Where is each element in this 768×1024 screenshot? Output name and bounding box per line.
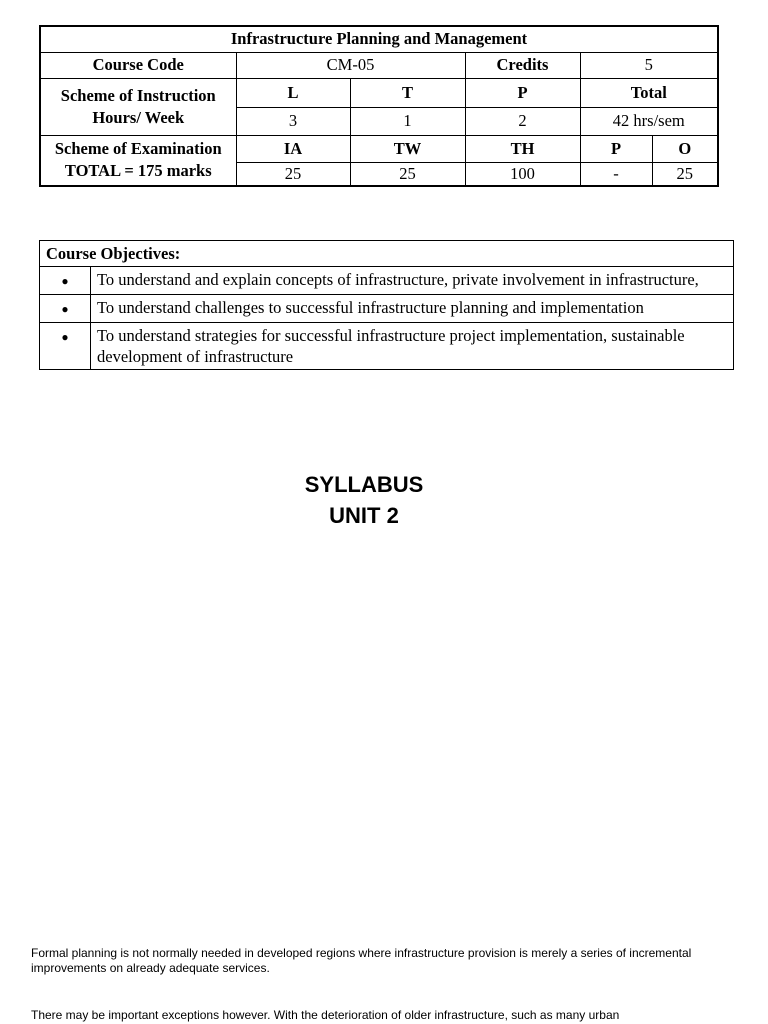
exam-header-tw: TW — [350, 135, 465, 162]
objective-item: To understand challenges to successful infrastructure planning and implementation — [91, 295, 734, 323]
objective-bullet — [40, 267, 91, 295]
exam-label-line2: TOTAL = 175 marks — [64, 161, 212, 181]
objective-item: To understand strategies for successful infrastructure project implementation, sustainable development of infrastructure — [91, 323, 734, 370]
bullet-icon: ● — [61, 274, 69, 288]
exam-header-ia: IA — [236, 135, 350, 162]
instruction-label-line2: Hours/ Week — [92, 107, 185, 127]
instruction-scheme-label — [40, 78, 236, 135]
exam-header-o: O — [652, 135, 718, 162]
credits-value: 5 — [580, 52, 718, 78]
course-code-label: Course Code — [40, 52, 236, 78]
exam-header-p: P — [580, 135, 652, 162]
syllabus-heading — [0, 469, 728, 531]
unit-title: UNIT 2 — [329, 503, 399, 528]
exam-label-line1: Scheme of Examination — [54, 139, 222, 159]
instruction-header-p: P — [465, 78, 580, 107]
instruction-header-l: L — [236, 78, 350, 107]
exam-value-p: - — [580, 162, 652, 186]
exam-header-th: TH — [465, 135, 580, 162]
instruction-value-p: 2 — [465, 107, 580, 135]
exam-value-th: 100 — [465, 162, 580, 186]
instruction-label-line1: Scheme of Instruction — [60, 85, 216, 105]
instruction-value-l: 3 — [236, 107, 350, 135]
instruction-header-t: T — [350, 78, 465, 107]
syllabus-title: SYLLABUS — [304, 472, 424, 497]
course-objectives-table — [39, 240, 734, 370]
credits-label: Credits — [465, 52, 580, 78]
course-details-table — [39, 25, 719, 187]
bullet-icon: ● — [61, 330, 69, 344]
objectives-heading: Course Objectives: — [40, 241, 734, 267]
bullet-icon: ● — [61, 302, 69, 316]
exam-value-ia: 25 — [236, 162, 350, 186]
instruction-value-t: 1 — [350, 107, 465, 135]
instruction-value-total: 42 hrs/sem — [580, 107, 718, 135]
course-title: Infrastructure Planning and Management — [40, 26, 718, 52]
exam-value-o: 25 — [652, 162, 718, 186]
instruction-header-total: Total — [580, 78, 718, 107]
course-code-value: CM-05 — [236, 52, 465, 78]
objective-bullet — [40, 295, 91, 323]
objective-item: To understand and explain concepts of infrastructure, private involvement in infrastructure, — [91, 267, 734, 295]
exam-value-tw: 25 — [350, 162, 465, 186]
exam-scheme-label — [40, 135, 236, 186]
body-paragraph: Formal planning is not normally needed in developed regions where infrastructure provision is merely a series of incremental improvements on already adequate services. — [31, 946, 692, 975]
body-paragraph: There may be important exceptions however. With the deterioration of older infrastructure, such as many urban — [31, 1008, 620, 1022]
objective-bullet — [40, 323, 91, 370]
